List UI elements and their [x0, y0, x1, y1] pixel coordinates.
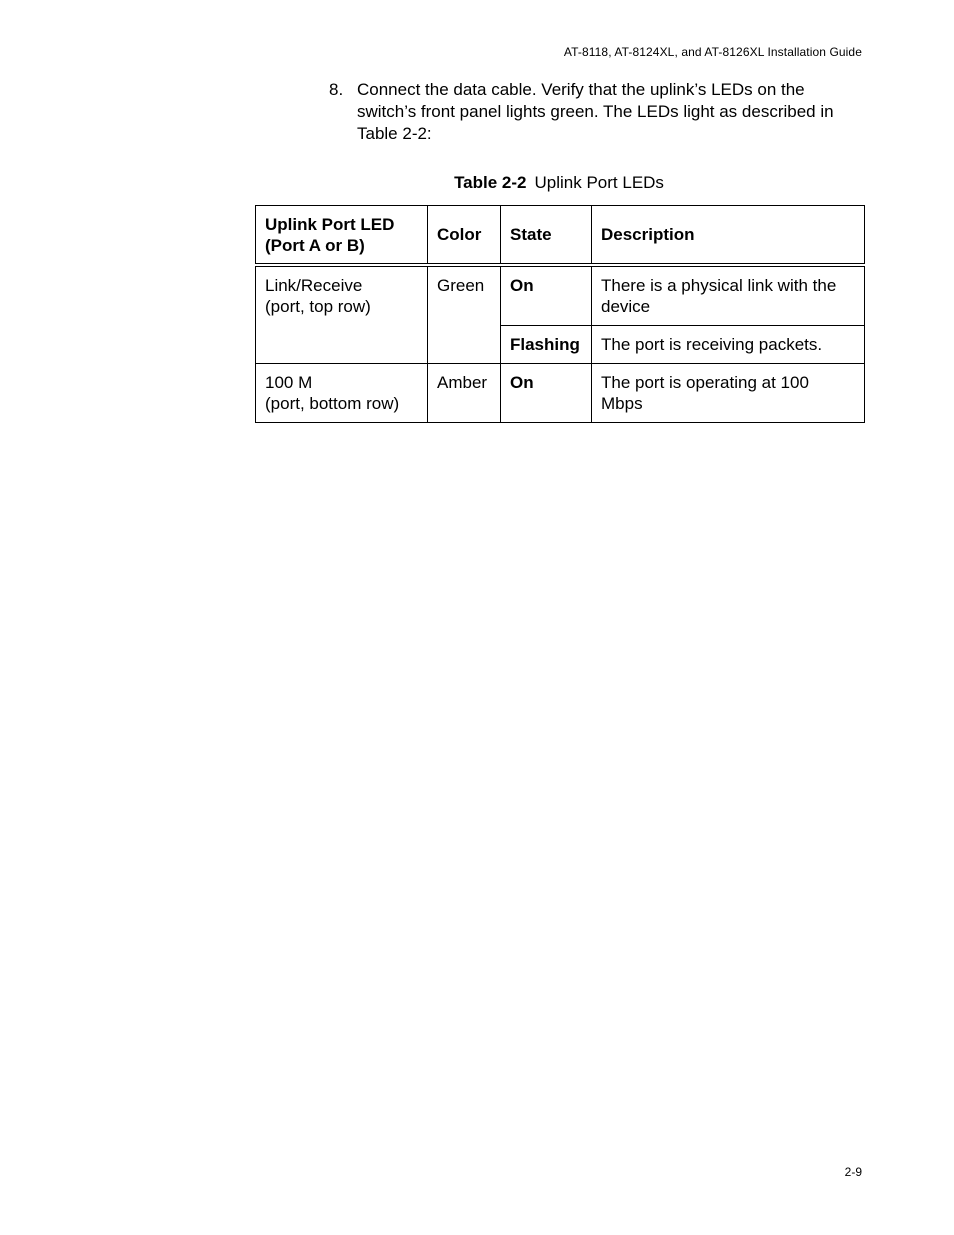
table-caption-label: Table 2-2 [454, 173, 527, 192]
header-description: Description [592, 206, 865, 266]
cell-state: Flashing [501, 326, 592, 364]
header-uplink-port-led: Uplink Port LED (Port A or B) [256, 206, 428, 266]
header-state: State [501, 206, 592, 266]
cell-color: Amber [428, 364, 501, 423]
step-8 [329, 79, 859, 145]
table-caption [255, 173, 863, 193]
cell-description: There is a physical link with the device [592, 265, 865, 326]
table-caption-title: Uplink Port LEDs [534, 173, 664, 192]
cell-state: On [501, 265, 592, 326]
cell-description: The port is receiving packets. [592, 326, 865, 364]
cell-led: Link/Receive (port, top row) [256, 265, 428, 364]
page-number: 2-9 [844, 1165, 862, 1179]
cell-led: 100 M (port, bottom row) [256, 364, 428, 423]
table-row [256, 265, 865, 326]
cell-color: Green [428, 265, 501, 364]
cell-description: The port is operating at 100 Mbps [592, 364, 865, 423]
cell-state: On [501, 364, 592, 423]
step-text: Connect the data cable. Verify that the uplink’s LEDs on the switch’s front panel lights green. The LEDs light as described in Table 2-2: [357, 80, 834, 143]
table-row [256, 364, 865, 423]
running-header: AT-8118, AT-8124XL, and AT-8126XL Installation Guide [563, 45, 862, 59]
table-header-row [256, 206, 865, 266]
step-number: 8. [329, 80, 344, 99]
header-color: Color [428, 206, 501, 266]
uplink-port-leds-table [255, 205, 865, 423]
